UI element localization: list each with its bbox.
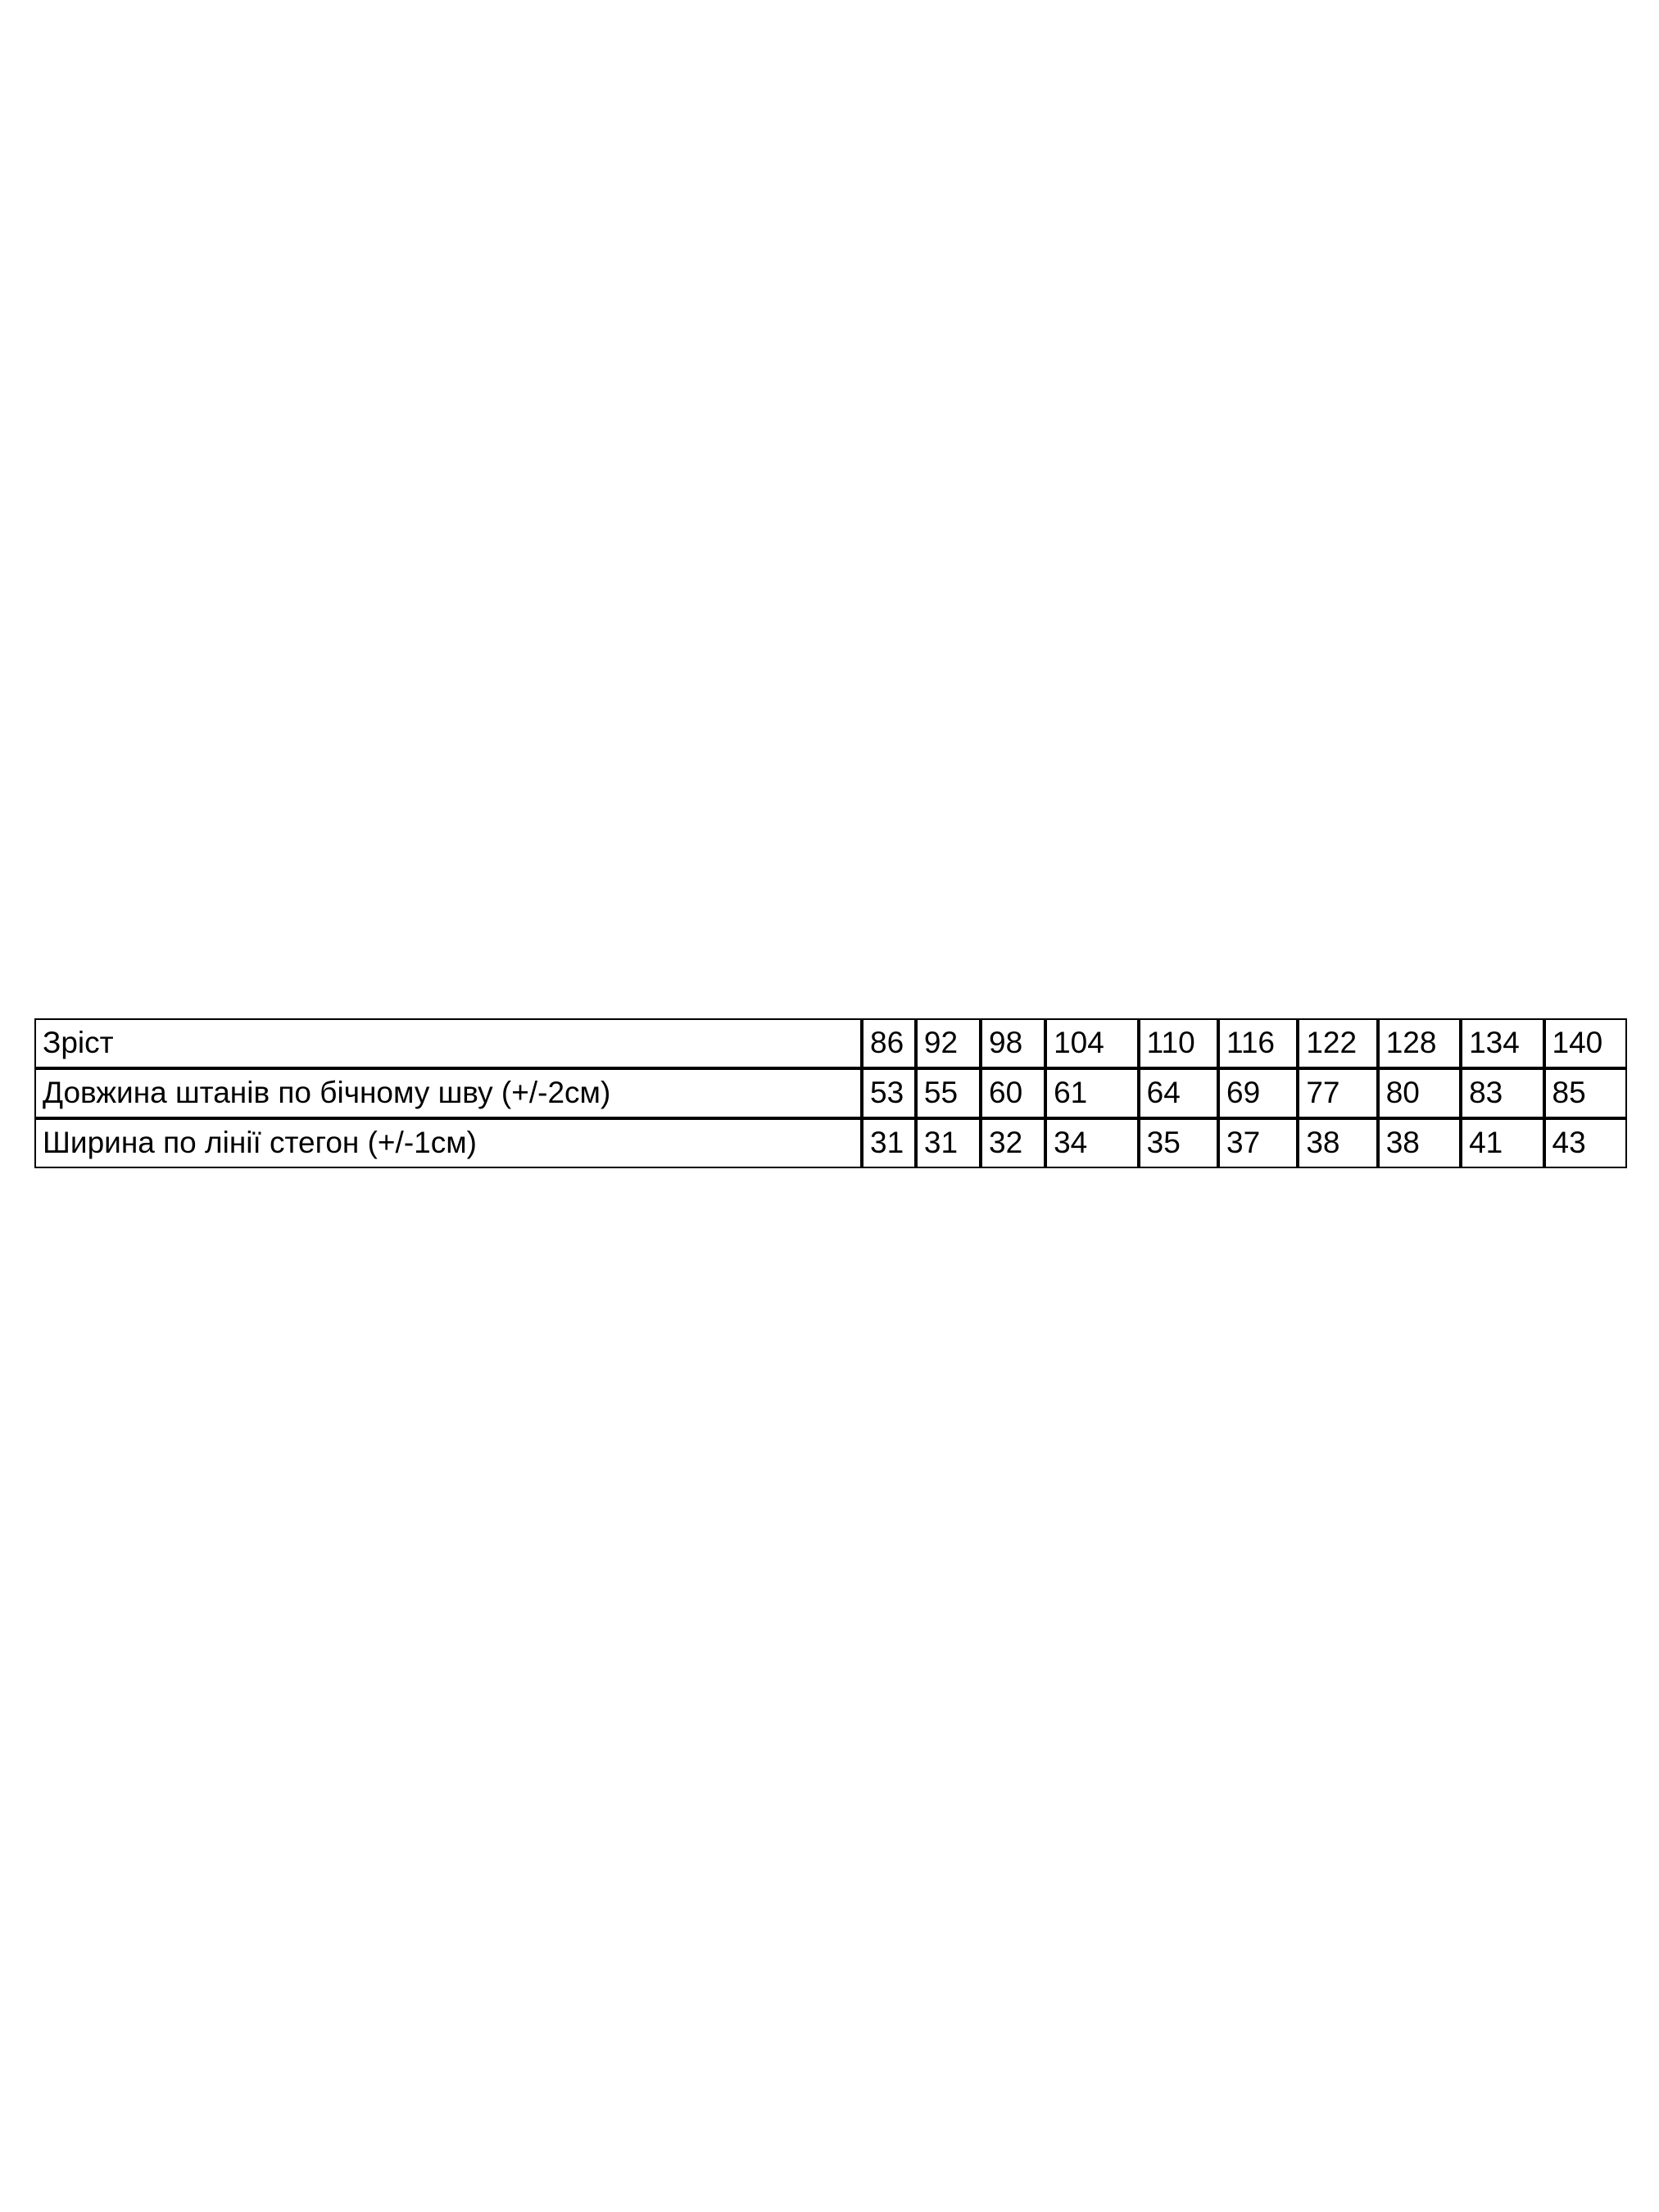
table-cell: 83	[1461, 1068, 1543, 1118]
table-cell: 53	[862, 1068, 916, 1118]
table-cell: 55	[916, 1068, 981, 1118]
table-cell: 110	[1139, 1018, 1218, 1068]
table-cell: 34	[1045, 1118, 1139, 1168]
table-cell: 38	[1378, 1118, 1461, 1168]
table-cell: 35	[1139, 1118, 1218, 1168]
table-cell: 38	[1298, 1118, 1377, 1168]
table-cell: 64	[1139, 1068, 1218, 1118]
row-label: Ширина по лінії стегон (+/-1см)	[34, 1118, 862, 1168]
table-cell: 140	[1544, 1018, 1627, 1068]
table-cell: 104	[1045, 1018, 1139, 1068]
table-row	[34, 1018, 1627, 1068]
table-cell: 37	[1218, 1118, 1298, 1168]
table-cell: 80	[1378, 1068, 1461, 1118]
table-cell: 31	[862, 1118, 916, 1168]
table-cell: 31	[916, 1118, 981, 1168]
table-cell: 85	[1544, 1068, 1627, 1118]
row-label: Зріст	[34, 1018, 862, 1068]
table-cell: 77	[1298, 1068, 1377, 1118]
table-cell: 60	[981, 1068, 1045, 1118]
table-row	[34, 1118, 1627, 1168]
table-cell: 98	[981, 1018, 1045, 1068]
table-cell: 69	[1218, 1068, 1298, 1118]
size-chart-table	[34, 1018, 1627, 1168]
table-cell: 116	[1218, 1018, 1298, 1068]
table-cell: 43	[1544, 1118, 1627, 1168]
table-row	[34, 1068, 1627, 1118]
table-cell: 32	[981, 1118, 1045, 1168]
table-cell: 128	[1378, 1018, 1461, 1068]
table-cell: 122	[1298, 1018, 1377, 1068]
table-cell: 86	[862, 1018, 916, 1068]
table-cell: 61	[1045, 1068, 1139, 1118]
table-cell: 92	[916, 1018, 981, 1068]
row-label: Довжина штанів по бічному шву (+/-2см)	[34, 1068, 862, 1118]
table-cell: 41	[1461, 1118, 1543, 1168]
table-cell: 134	[1461, 1018, 1543, 1068]
size-chart-container	[34, 1018, 1627, 1168]
